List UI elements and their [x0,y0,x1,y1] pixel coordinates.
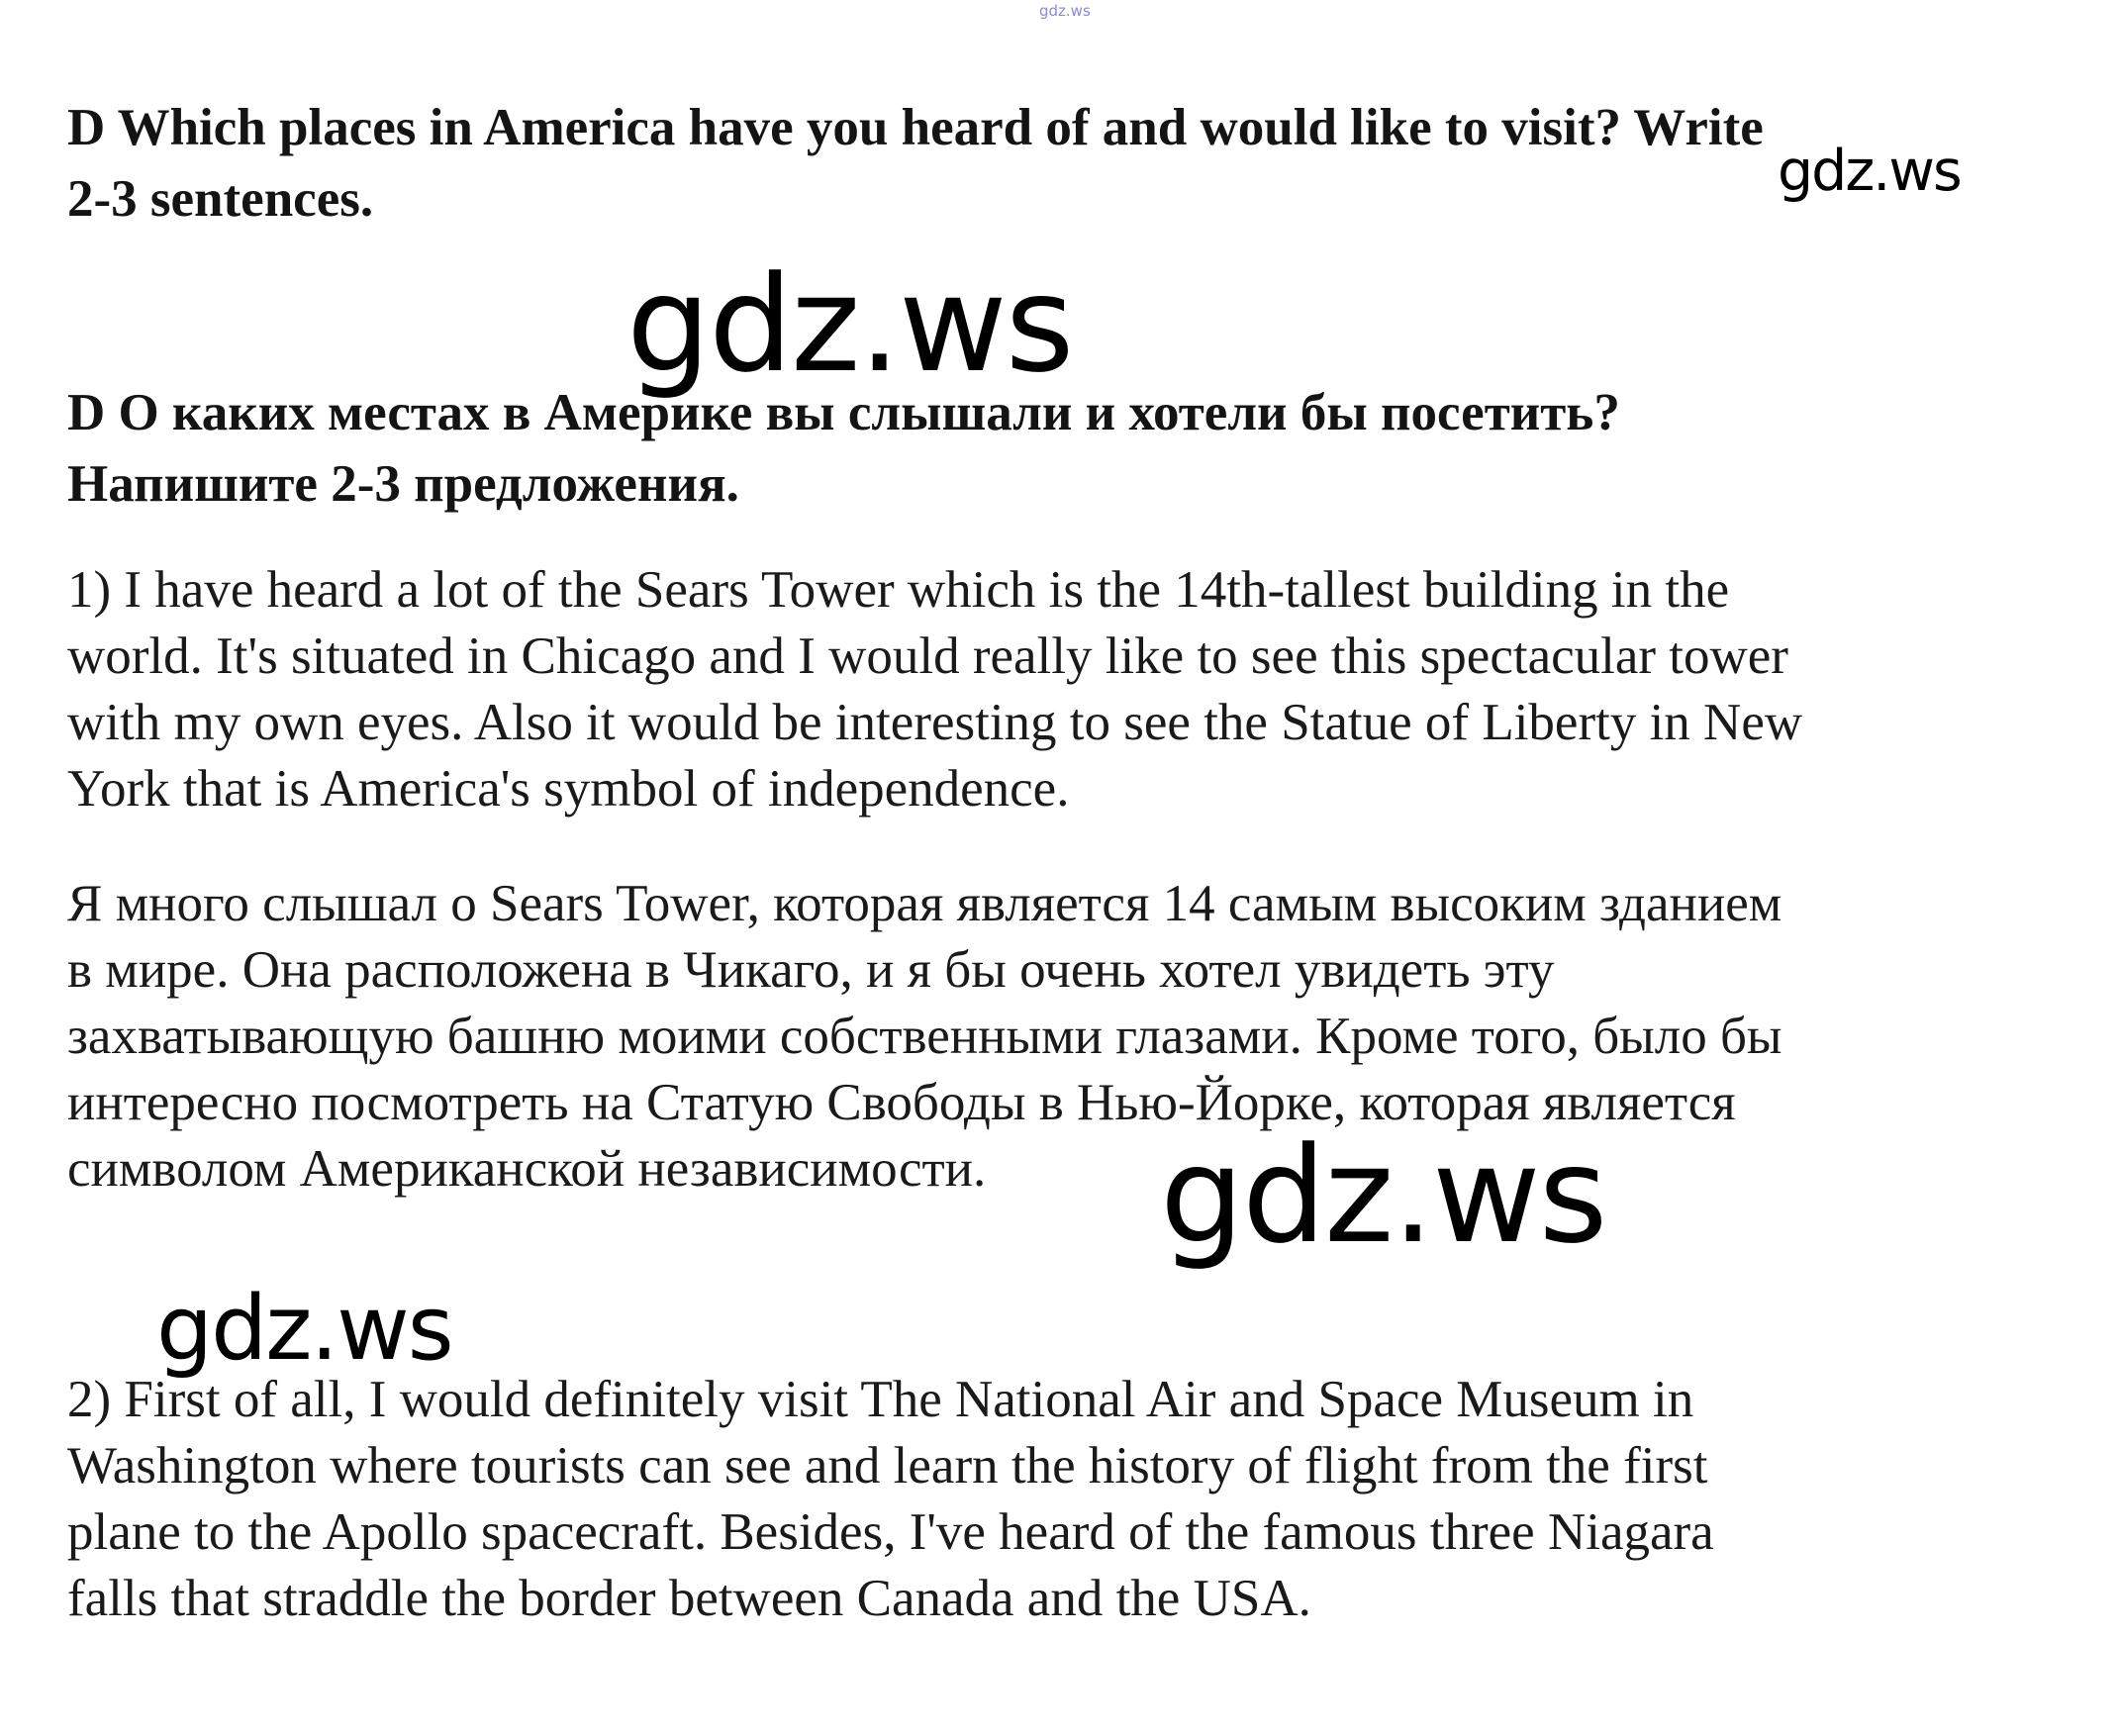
watermark-large-middle: gdz.ws [1160,1118,1606,1273]
watermark-medium-left: gdz.ws [156,1277,452,1381]
watermark-small-top-right: gdz.ws [1778,139,1961,204]
answer-1-english: 1) I have heard a lot of the Sears Tower which is the 14th-tallest building in the world. It's situated in Chicago and I would really like to see this spectacular tower with my own eyes. Also it would be interesting to see the Statue of Liberty in New York that is America's symbol of independence. [67,561,1803,818]
task-heading-english: D Which places in America have you heard of and would like to visit? Write 2-3 sentences. [67,99,1764,228]
task-heading-russian: D О каких местах в Америке вы слышали и хотели бы посетить? Напишите 2-3 предложения. [67,384,1620,513]
watermark-large-top: gdz.ws [626,247,1073,402]
answer-2-english: 2) First of all, I would definitely visit The National Air and Space Museum in Washington where tourists can see and learn the history of flight from the first plane to the Apollo spacecraft. Besides, I've heard of the famous three Niagara falls that straddle the border between Canada and the USA. [67,1371,1714,1627]
top-watermark: gdz.ws [1039,2,1091,20]
answer-1-russian: Я много слышал о Sears Tower, которая является 14 самым высоким зданием в мире. Она расположена в Чикаго, и я бы очень хотел увидеть эту захватывающую башню моими собственными глазами. Кроме того, было бы интересно посмотреть на Статую Свободы в Нью-Йорке, которая является символом Американской независимости. [67,875,1782,1198]
